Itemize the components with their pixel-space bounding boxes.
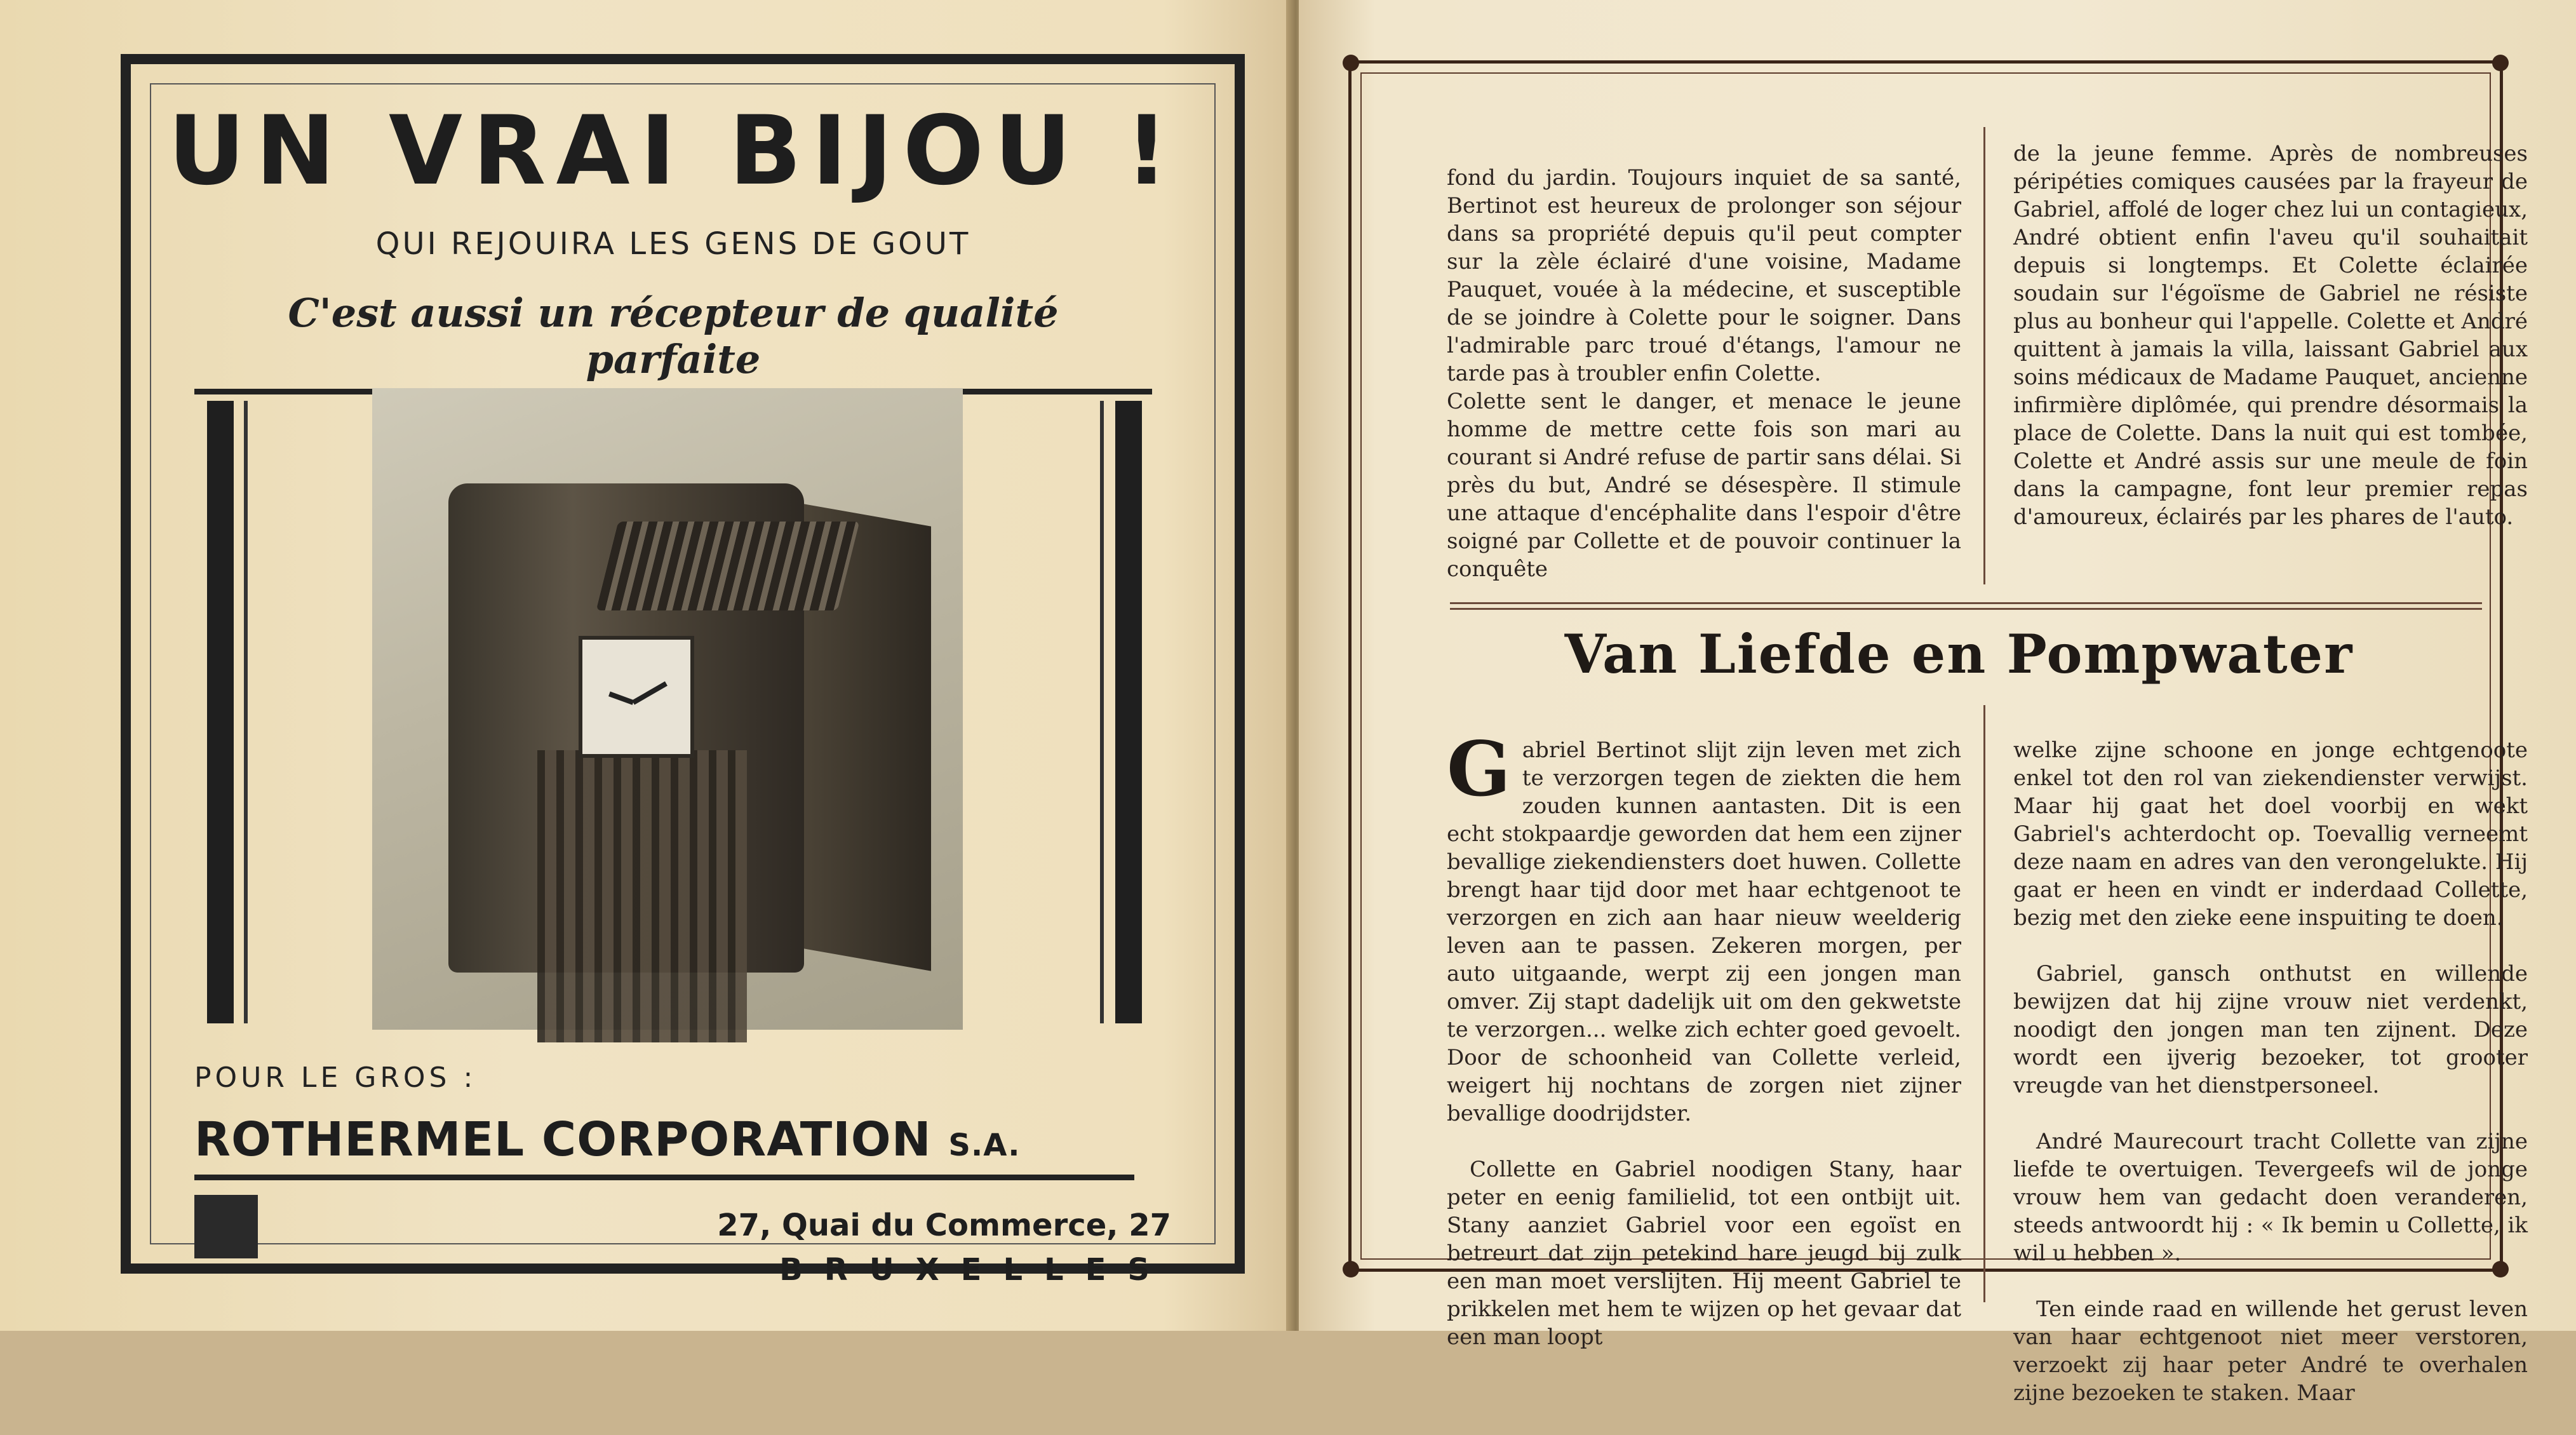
decorative-square — [194, 1195, 258, 1258]
clock-hand — [632, 682, 667, 705]
article-title: Van Liefde en Pompwater — [1564, 623, 2354, 685]
paragraph: Ten einde raad en willende het gerust leven van haar echtgenoot niet meer verstoren, verzoekt zij haar peter André te overhalen zijne bezoeken te staken. Maar — [2013, 1297, 2528, 1406]
drop-cap: G — [1447, 725, 1511, 813]
frame-corner-ornament — [1343, 1261, 1359, 1277]
ad-city: BRUXELLES — [779, 1252, 1171, 1288]
clock-hand — [608, 692, 634, 705]
paragraph: Collette en Gabriel noodigen Stany, haar peter en eenig familielid, tot een ontbijt uit. Stany aanziet Gabriel voor een egoïst en betreurt dat zijn petekind hare jeugd bij zulk een man moet verslijten. Hij meent Gabriel te prikkelen met hem te wijzen op het gevaar dat een man loopt — [1447, 1157, 1961, 1350]
left-page-advertisement — [0, 0, 1292, 1331]
right-decorative-thin-bar — [1100, 401, 1104, 1023]
frame-corner-ornament — [2492, 55, 2509, 71]
article-top-right-column: de la jeune femme. Après de nombreuses péripéties comiques causées par la frayeur de Gabriel, affolé de loger chez lui un contagieux, André obtient enfin l'aveu qu'il souhaitait depuis si longtemps. Et Colette éclairée soudain sur l'égoïsme de Gabriel ne résiste plus au bonheur qui l'appelle. Colette et André quittent à jamais la villa, laissant Gabriel aux soins médicaux de Madame Pauquet, ancienne infirmière diplômée, qui prendre désormais la place de Colette. Dans la nuit qui est tombée, Colette et André assis sur une meule de foin dans la campagne, font leur premier repas d'amoureux, éclairés par les phares de l'auto. — [2013, 141, 2528, 530]
column-divider — [1983, 127, 1985, 584]
radio-receiver-photo — [372, 388, 963, 1030]
clock-icon — [579, 636, 694, 758]
ad-subheadline: QUI REJOUIRA LES GENS DE GOUT — [375, 226, 971, 262]
article-bottom-right-column — [2013, 708, 2528, 1406]
article-frame — [1348, 60, 2528, 1406]
article-top-left-column: fond du jardin. Toujours inquiet de sa santé, Bertinot est heureux de prolonger son séjour dans sa propriété depuis qu'il peut compter sur la zèle éclairé d'une voisine, Madame Pauquet, vouée à la médecine, et susceptible de se joindre à Colette pour le soigner. Dans l'admirable parc troué d'étangs, l'amour ne tarde pas à troubler enfin Colette. Colette sent le danger, et menace le jeune homme de mettre cette fois son mari au courant si André refuse de partir sans délai. Si près du but, André se désespère. Il stimule une attaque d'encéphalite dans l'espoir d'être soigné par Collette et de pouvoir continuer la conquête — [1447, 165, 1961, 582]
column-divider — [1983, 705, 1985, 1302]
ad-company-main: ROTHERMEL CORPORATION — [194, 1112, 932, 1167]
paragraph: André Maurecourt tracht Collette van zijne liefde te overtuigen. Tevergeefs wil de jonge vrouw hem van gedacht doen veranderen, steeds antwoordt hij : « Ik bemin u Collette, ik wil u hebben ». — [2013, 1129, 2528, 1266]
right-decorative-bar — [1115, 401, 1142, 1023]
ad-address: 27, Quai du Commerce, 27 — [717, 1208, 1171, 1243]
right-page-article — [1299, 0, 2576, 1406]
ad-headline: UN VRAI BIJOU ! — [168, 96, 1179, 206]
ad-company-suffix: S.A. — [948, 1128, 1021, 1163]
ad-company-name — [194, 1112, 1134, 1180]
frame-corner-ornament — [1343, 55, 1359, 71]
radio-top-grille — [596, 522, 860, 610]
section-divider — [1450, 602, 2482, 610]
paragraph: Gabriel, gansch onthutst en willende bewijzen dat hij zijne vrouw niet verdenkt, noodigt den jongen man ten zijnent. Deze wordt een ijverig bezoeker, tot grooter vreugde van het dienstpersoneel. — [2013, 961, 2528, 1098]
ad-tagline: C'est aussi un récepteur de qualité parfaite — [194, 290, 1152, 394]
radio-cabinet — [448, 483, 804, 973]
paragraph-text: abriel Bertinot slijt zijn leven met zich te verzorgen tegen de ziekten die hem zouden kunnen aantasten. Dit is een echt stokpaardje geworden dat hem een zijner bevallige ziekendiensters doet huwen. Collette brengt haar tijd door met haar echtgenoot te verzorgen en zich aan haar nieuw weelderig leven aan te passen. Zekeren morgen, per auto uitgaande, werpt zij een jongen man omver. Zij stapt dadelijk uit om den gekwetste te verzorgen... welke zich echter goed gevoelt. Door de schoonheid van Collette verleid, weigert hij nochtans de zorgen niet zijner bevallige doodrijdster. — [1447, 738, 1961, 1126]
left-decorative-thin-bar — [244, 401, 248, 1023]
ad-wholesale-label: POUR LE GROS : — [194, 1061, 477, 1094]
article-bottom-left-column — [1447, 708, 1961, 1350]
left-decorative-bar — [207, 401, 234, 1023]
paragraph: welke zijne schoone en jonge echtgenoote enkel tot den rol van ziekendienster verwijst. Maar hij gaat het doel voorbij en wekt Gabriel's achterdocht op. Toevallig verneemt deze naam en adres van den verongelukte. Hij gaat er heen en vindt er inderdaad Collette, bezig met den zieke eene inspuiting te doen. — [2013, 738, 2528, 931]
advertisement-frame — [121, 54, 1245, 1288]
paragraph — [1447, 725, 1961, 1128]
radio-front-ribs — [537, 750, 747, 1042]
